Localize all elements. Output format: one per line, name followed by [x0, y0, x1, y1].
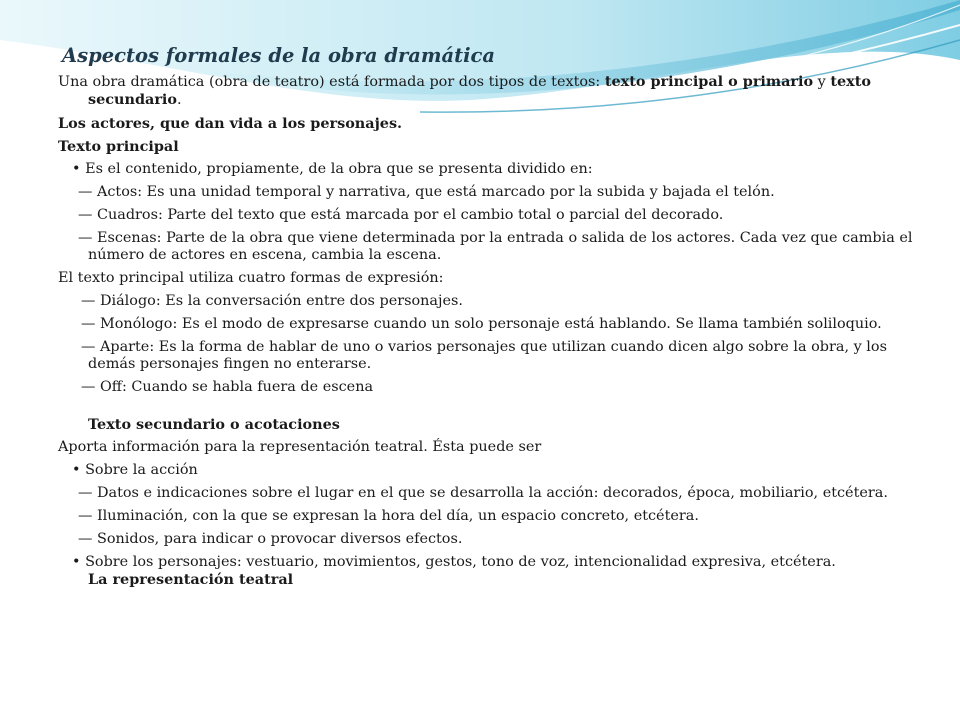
- tp-item: — Cuadros: Parte del texto que está marcada por el cambio total o parcial del decorado.: [78, 207, 724, 223]
- actores-line: Los actores, que dan vida a los personajes.: [58, 115, 403, 132]
- accion-item: — Datos e indicaciones sobre el lugar en el que se desarrolla la acción: decorados, época, mobiliario, etcétera.: [78, 485, 888, 501]
- slide-content: [58, 44, 918, 588]
- tp-item: — Actos: Es una unidad temporal y narrativa, que está marcado por la subida y bajada el telón.: [78, 184, 775, 200]
- intro-bold-principal: texto principal o primario: [604, 73, 814, 90]
- tp-item: — Escenas: Parte de la obra que viene determinada por la entrada o salida de los actores. Cada vez que cambia el número de actores en escena, cambia la escena.: [78, 230, 913, 263]
- accion-item: — Sonidos, para indicar o provocar diversos efectos.: [78, 531, 463, 547]
- ts-intro: Aporta información para la representación teatral. Ésta puede ser: [58, 439, 542, 455]
- forma-item: — Diálogo: Es la conversación entre dos personajes.: [81, 293, 463, 309]
- intro-text-a: Una obra dramática (obra de teatro) está formada por dos tipos de textos:: [58, 74, 605, 90]
- texto-principal-heading: Texto principal: [58, 138, 179, 155]
- forma-item: — Monólogo: Es el modo de expresarse cuando un solo personaje está hablando. Se llama también soliloquio.: [81, 316, 882, 332]
- texto-secundario-heading: Texto secundario o acotaciones: [88, 416, 340, 433]
- intro-text-c: y: [813, 74, 831, 90]
- forma-item: — Off: Cuando se habla fuera de escena: [81, 379, 374, 395]
- intro-bold-secundario: texto secundario: [88, 73, 871, 108]
- tp-bullet: • Es el contenido, propiamente, de la obra que se presenta dividido en:: [72, 161, 593, 177]
- accion-item: — Iluminación, con la que se expresan la hora del día, un espacio concreto, etcétera.: [78, 508, 699, 524]
- slide-title: Aspectos formales de la obra dramática: [62, 44, 496, 67]
- formas-intro: El texto principal utiliza cuatro formas de expresión:: [58, 270, 444, 286]
- representacion-heading: La representación teatral: [88, 571, 294, 588]
- ts-bullet-personajes: • Sobre los personajes: vestuario, movimientos, gestos, tono de voz, intencionalidad expresiva, etcétera.: [72, 554, 836, 570]
- intro-text-d: .: [176, 92, 182, 108]
- intro-paragraph: [58, 73, 918, 109]
- forma-item: — Aparte: Es la forma de hablar de uno o varios personajes que utilizan cuando dicen algo sobre la obra, y los demás personajes fingen no enterarse.: [81, 339, 887, 372]
- ts-bullet-accion: • Sobre la acción: [72, 462, 198, 478]
